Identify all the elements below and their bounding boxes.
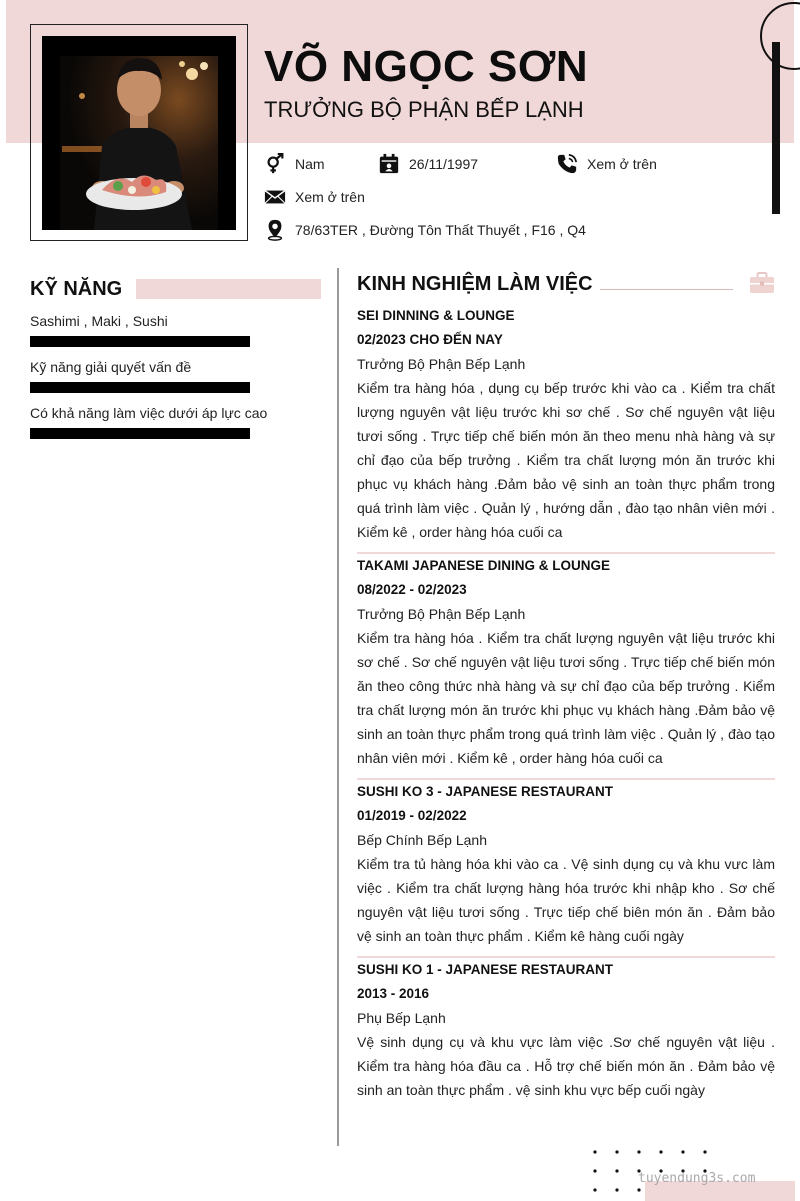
- skill-label: Kỹ năng giải quyết vấn đề: [30, 359, 192, 375]
- skill-label: Có khả năng làm việc dưới áp lực cao: [30, 405, 268, 421]
- experience-description: Vệ sinh dụng cụ và khu vực làm việc .Sơ chế nguyên vật liệu . Kiểm tra hàng hóa đầu ca . Hỗ trợ chế biến món ăn . Đảm bảo vệ sinh an toàn thực phẩm . vệ sinh khu vực bếp cuối ngày: [357, 1034, 775, 1098]
- info-phone: [556, 153, 657, 175]
- skill-level-bar: [30, 336, 250, 347]
- experience-period: 02/2023 CHO ĐẾN NAY: [357, 332, 503, 347]
- birthdate-text: 26/11/1997: [409, 156, 479, 172]
- skills-title: KỸ NĂNG: [30, 278, 123, 300]
- experience-item: [357, 958, 775, 1102]
- experience-company: TAKAMI JAPANESE DINING & LOUNGE: [357, 558, 611, 573]
- info-gender: [264, 153, 325, 175]
- info-address: [264, 219, 586, 241]
- briefcase-icon: [749, 272, 775, 294]
- experience-description: Kiểm tra hàng hóa . Kiểm tra chất lượng nguyên vật liệu trước khi sơ chế . Sơ chế nguyên vật liệu tươi sống . Trực tiếp chế biến món ăn theo công thức nhà hàng và sự chỉ đạo của bếp trưởng . Kiểm tra chất lượng món ăn trước khi phục vụ khách hàng .Đảm bảo vệ sinh an toàn thực phẩm trong quá trình làm việc . Quản lý , đào tạo nhân viên mới . Kiểm kê , order hàng hóa cuối ca: [357, 630, 775, 766]
- experience-title-line: [600, 289, 733, 290]
- experience-period: 2013 - 2016: [357, 986, 430, 1001]
- info-birthdate: [378, 153, 478, 175]
- candidate-position: TRƯỞNG BỘ PHẬN BẾP LẠNH: [264, 97, 584, 122]
- gender-text: Nam: [295, 156, 325, 172]
- avatar-photo-illustration: [42, 36, 236, 230]
- experience-period: 08/2022 - 02/2023: [357, 582, 467, 597]
- skill-level-bar: [30, 382, 250, 393]
- experience-company: SEI DINNING & LOUNGE: [357, 308, 515, 323]
- info-email: [264, 186, 365, 208]
- experience-company: SUSHI KO 1 - JAPANESE RESTAURANT: [357, 962, 614, 977]
- column-divider: [337, 268, 339, 1146]
- calendar-icon: [378, 153, 400, 175]
- experience-role: Phụ Bếp Lạnh: [357, 1010, 446, 1026]
- decorative-vertical-bar: [772, 42, 780, 214]
- email-text: Xem ở trên: [295, 189, 365, 205]
- avatar: [42, 36, 236, 230]
- phone-text: Xem ở trên: [587, 156, 657, 172]
- experience-description: Kiểm tra hàng hóa , dụng cụ bếp trước khi vào ca . Kiểm tra chất lượng nguyên vật liệu trước khi sơ chế . Sơ chế nguyên vật liệu tươi sống . Trực tiếp chế biến món ăn theo menu nhà hàng và sự chỉ đạo của bếp trưởng . Kiểm tra chất lượng món ăn trước khi phục vụ khách hàng .Đảm bảo vệ sinh an toàn thực phẩm trong quá trình làm việc . Quản lý , hướng dẫn , đào tạo nhân viên mới . Kiểm kê , order hàng hóa cuối ca: [357, 380, 775, 540]
- experience-title: KINH NGHIỆM LÀM VIỆC: [357, 273, 593, 295]
- experience-role: Trưởng Bộ Phận Bếp Lạnh: [357, 606, 526, 622]
- phone-icon: [556, 153, 578, 175]
- experience-item: [357, 304, 775, 544]
- skills-title-accent: [136, 279, 321, 299]
- address-text: 78/63TER , Đường Tôn Thất Thuyết , F16 , Q4: [295, 222, 586, 238]
- gender-icon: [264, 153, 286, 175]
- envelope-icon: [264, 186, 286, 208]
- experience-description: Kiểm tra tủ hàng hóa khi vào ca . Vệ sinh dụng cụ và khu vưc làm việc . Kiểm tra chất lượng hàng hóa trước khi nhập kho . Sơ chế nguyên vật liệu tươi sống . Trực tiếp chế biên món ăn . Đảm bảo vệ sinh an toàn thực phẩm . Kiểm kê hàng cuối ngày: [357, 856, 775, 944]
- experience-item: [357, 554, 775, 770]
- map-pin-icon: [264, 219, 286, 241]
- watermark: tuyendung3s.com: [638, 1171, 756, 1186]
- skill-label: Sashimi , Maki , Sushi: [30, 313, 168, 329]
- experience-period: 01/2019 - 02/2022: [357, 808, 467, 823]
- experience-company: SUSHI KO 3 - JAPANESE RESTAURANT: [357, 784, 614, 799]
- experience-role: Bếp Chính Bếp Lạnh: [357, 832, 487, 848]
- candidate-name: VÕ NGỌC SƠN: [264, 42, 589, 91]
- experience-item: [357, 780, 775, 948]
- experience-role: Trưởng Bộ Phận Bếp Lạnh: [357, 356, 526, 372]
- skill-level-bar: [30, 428, 250, 439]
